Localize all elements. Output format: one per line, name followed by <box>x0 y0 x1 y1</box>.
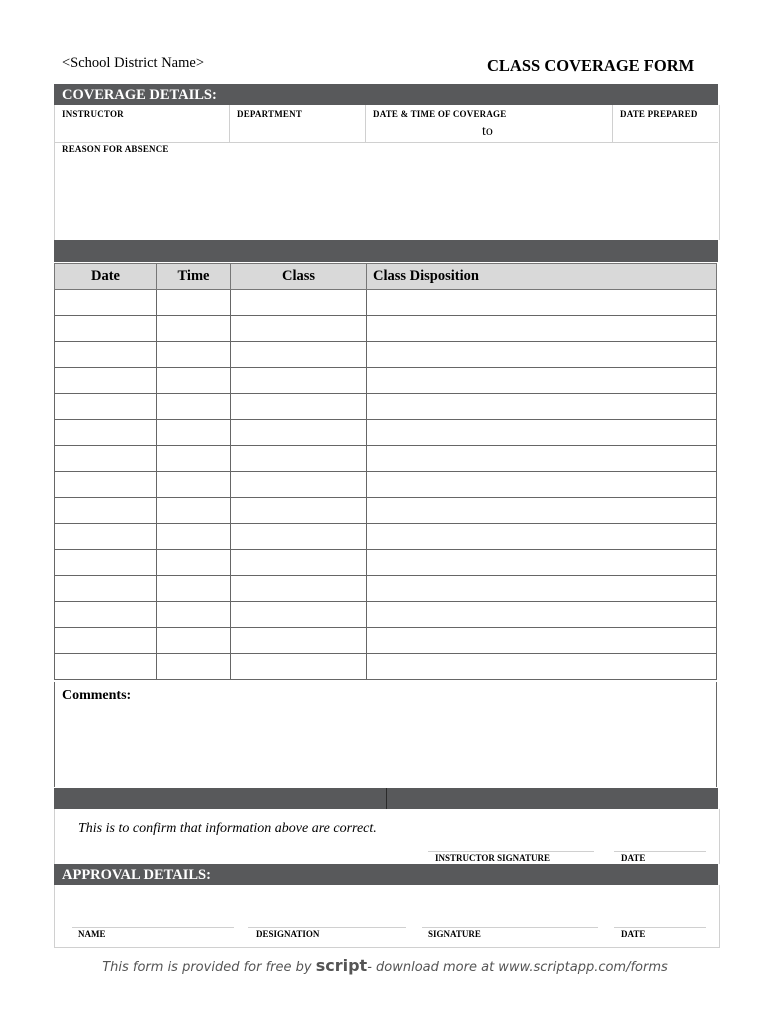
date-cell[interactable] <box>55 446 157 472</box>
class-disposition-cell[interactable] <box>367 394 717 420</box>
date-cell[interactable] <box>55 290 157 316</box>
table-row <box>55 524 717 550</box>
class-disposition-cell[interactable] <box>367 290 717 316</box>
instructor-label: INSTRUCTOR <box>62 109 124 119</box>
table-row <box>55 446 717 472</box>
comments-field[interactable] <box>60 706 714 786</box>
instructor-signature-field[interactable] <box>430 830 596 852</box>
class-cell[interactable] <box>231 420 367 446</box>
time-cell[interactable] <box>157 550 231 576</box>
date-cell[interactable] <box>55 654 157 680</box>
time-cell[interactable] <box>157 420 231 446</box>
date-cell[interactable] <box>55 602 157 628</box>
approver-date-line <box>614 927 706 928</box>
class-disposition-cell[interactable] <box>367 628 717 654</box>
divider <box>386 788 387 809</box>
date-cell[interactable] <box>55 316 157 342</box>
date-cell[interactable] <box>55 524 157 550</box>
confirmation-text: This is to confirm that information above are correct. <box>78 821 377 836</box>
class-disposition-cell[interactable] <box>367 446 717 472</box>
approver-name-field[interactable] <box>74 905 236 927</box>
approver-name-label: NAME <box>78 929 106 939</box>
time-cell[interactable] <box>157 524 231 550</box>
date-cell[interactable] <box>55 420 157 446</box>
class-disposition-cell[interactable] <box>367 602 717 628</box>
instructor-field[interactable] <box>58 122 228 142</box>
class-disposition-cell[interactable] <box>367 576 717 602</box>
class-disposition-cell[interactable] <box>367 420 717 446</box>
table-row <box>55 628 717 654</box>
coverage-table <box>54 263 717 680</box>
table-row <box>55 654 717 680</box>
table-row <box>55 498 717 524</box>
table-row <box>55 394 717 420</box>
class-cell[interactable] <box>231 368 367 394</box>
table-row <box>55 368 717 394</box>
designation-line <box>248 927 406 928</box>
time-cell[interactable] <box>157 290 231 316</box>
table-row <box>55 602 717 628</box>
table-row <box>55 316 717 342</box>
column-header-class-disposition: Class Disposition <box>367 264 717 290</box>
class-disposition-cell[interactable] <box>367 342 717 368</box>
table-header-row <box>55 264 717 290</box>
approver-signature-line <box>422 927 598 928</box>
column-header-class: Class <box>231 264 367 290</box>
table-row <box>55 550 717 576</box>
time-cell[interactable] <box>157 446 231 472</box>
class-disposition-cell[interactable] <box>367 524 717 550</box>
footer-suffix: - download more at www.scriptapp.com/forms <box>367 960 668 975</box>
footer-note <box>0 956 770 975</box>
class-cell[interactable] <box>231 628 367 654</box>
school-district-name: <School District Name> <box>62 55 204 71</box>
coverage-end-field[interactable] <box>500 122 612 142</box>
class-cell[interactable] <box>231 394 367 420</box>
footer-prefix: This form is provided for free by <box>102 960 316 975</box>
date-cell[interactable] <box>55 342 157 368</box>
table-row <box>55 420 717 446</box>
time-cell[interactable] <box>157 368 231 394</box>
date-cell[interactable] <box>55 472 157 498</box>
comments-label: Comments: <box>62 688 132 703</box>
time-cell[interactable] <box>157 316 231 342</box>
table-row <box>55 342 717 368</box>
coverage-details-title: COVERAGE DETAILS: <box>62 87 217 103</box>
class-cell[interactable] <box>231 654 367 680</box>
time-cell[interactable] <box>157 628 231 654</box>
class-disposition-cell[interactable] <box>367 472 717 498</box>
time-cell[interactable] <box>157 394 231 420</box>
instructor-date-label: DATE <box>621 853 646 863</box>
class-disposition-cell[interactable] <box>367 654 717 680</box>
class-cell[interactable] <box>231 446 367 472</box>
name-line <box>72 927 234 928</box>
coverage-datetime-label: DATE & TIME OF COVERAGE <box>373 109 507 119</box>
date-cell[interactable] <box>55 628 157 654</box>
date-prepared-label: DATE PREPARED <box>620 109 698 119</box>
class-disposition-cell[interactable] <box>367 316 717 342</box>
department-label: DEPARTMENT <box>237 109 303 119</box>
class-cell[interactable] <box>231 290 367 316</box>
class-cell[interactable] <box>231 550 367 576</box>
date-cell[interactable] <box>55 498 157 524</box>
designation-label: DESIGNATION <box>256 929 320 939</box>
date-cell[interactable] <box>55 576 157 602</box>
divider <box>229 105 230 142</box>
class-disposition-cell[interactable] <box>367 498 717 524</box>
section-separator-bar <box>54 240 718 262</box>
class-cell[interactable] <box>231 342 367 368</box>
reason-label: REASON FOR ABSENCE <box>62 144 169 154</box>
form-title: CLASS COVERAGE FORM <box>487 56 695 75</box>
instructor-signature-label: INSTRUCTOR SIGNATURE <box>435 853 550 863</box>
divider <box>54 142 718 143</box>
reason-field[interactable] <box>58 158 717 240</box>
approver-signature-field[interactable] <box>424 905 600 927</box>
class-cell[interactable] <box>231 316 367 342</box>
designation-field[interactable] <box>250 905 408 927</box>
class-disposition-cell[interactable] <box>367 368 717 394</box>
column-header-time: Time <box>157 264 231 290</box>
coverage-start-field[interactable] <box>369 122 478 142</box>
table-row <box>55 576 717 602</box>
class-cell[interactable] <box>231 576 367 602</box>
divider <box>612 105 613 142</box>
time-cell[interactable] <box>157 472 231 498</box>
class-cell[interactable] <box>231 498 367 524</box>
table-body <box>55 290 717 680</box>
class-disposition-cell[interactable] <box>367 550 717 576</box>
class-cell[interactable] <box>231 524 367 550</box>
column-header-date: Date <box>55 264 157 290</box>
table-row <box>55 290 717 316</box>
table-row <box>55 472 717 498</box>
approver-date-field[interactable] <box>616 905 708 927</box>
script-brand-logo: script <box>315 956 368 975</box>
department-field[interactable] <box>233 122 365 142</box>
approver-signature-label: SIGNATURE <box>428 929 481 939</box>
time-cell[interactable] <box>157 602 231 628</box>
time-cell[interactable] <box>157 576 231 602</box>
instructor-date-field[interactable] <box>616 830 708 852</box>
approval-details-bar <box>54 864 718 885</box>
date-cell[interactable] <box>55 368 157 394</box>
date-prepared-field[interactable] <box>616 122 718 142</box>
time-cell[interactable] <box>157 654 231 680</box>
approver-date-label: DATE <box>621 929 646 939</box>
approval-details-title: APPROVAL DETAILS: <box>62 867 211 883</box>
class-cell[interactable] <box>231 472 367 498</box>
coverage-details-bar <box>54 84 718 105</box>
time-cell[interactable] <box>157 498 231 524</box>
to-text: to <box>482 124 493 139</box>
divider <box>365 105 366 142</box>
date-cell[interactable] <box>55 394 157 420</box>
time-cell[interactable] <box>157 342 231 368</box>
class-cell[interactable] <box>231 602 367 628</box>
date-cell[interactable] <box>55 550 157 576</box>
